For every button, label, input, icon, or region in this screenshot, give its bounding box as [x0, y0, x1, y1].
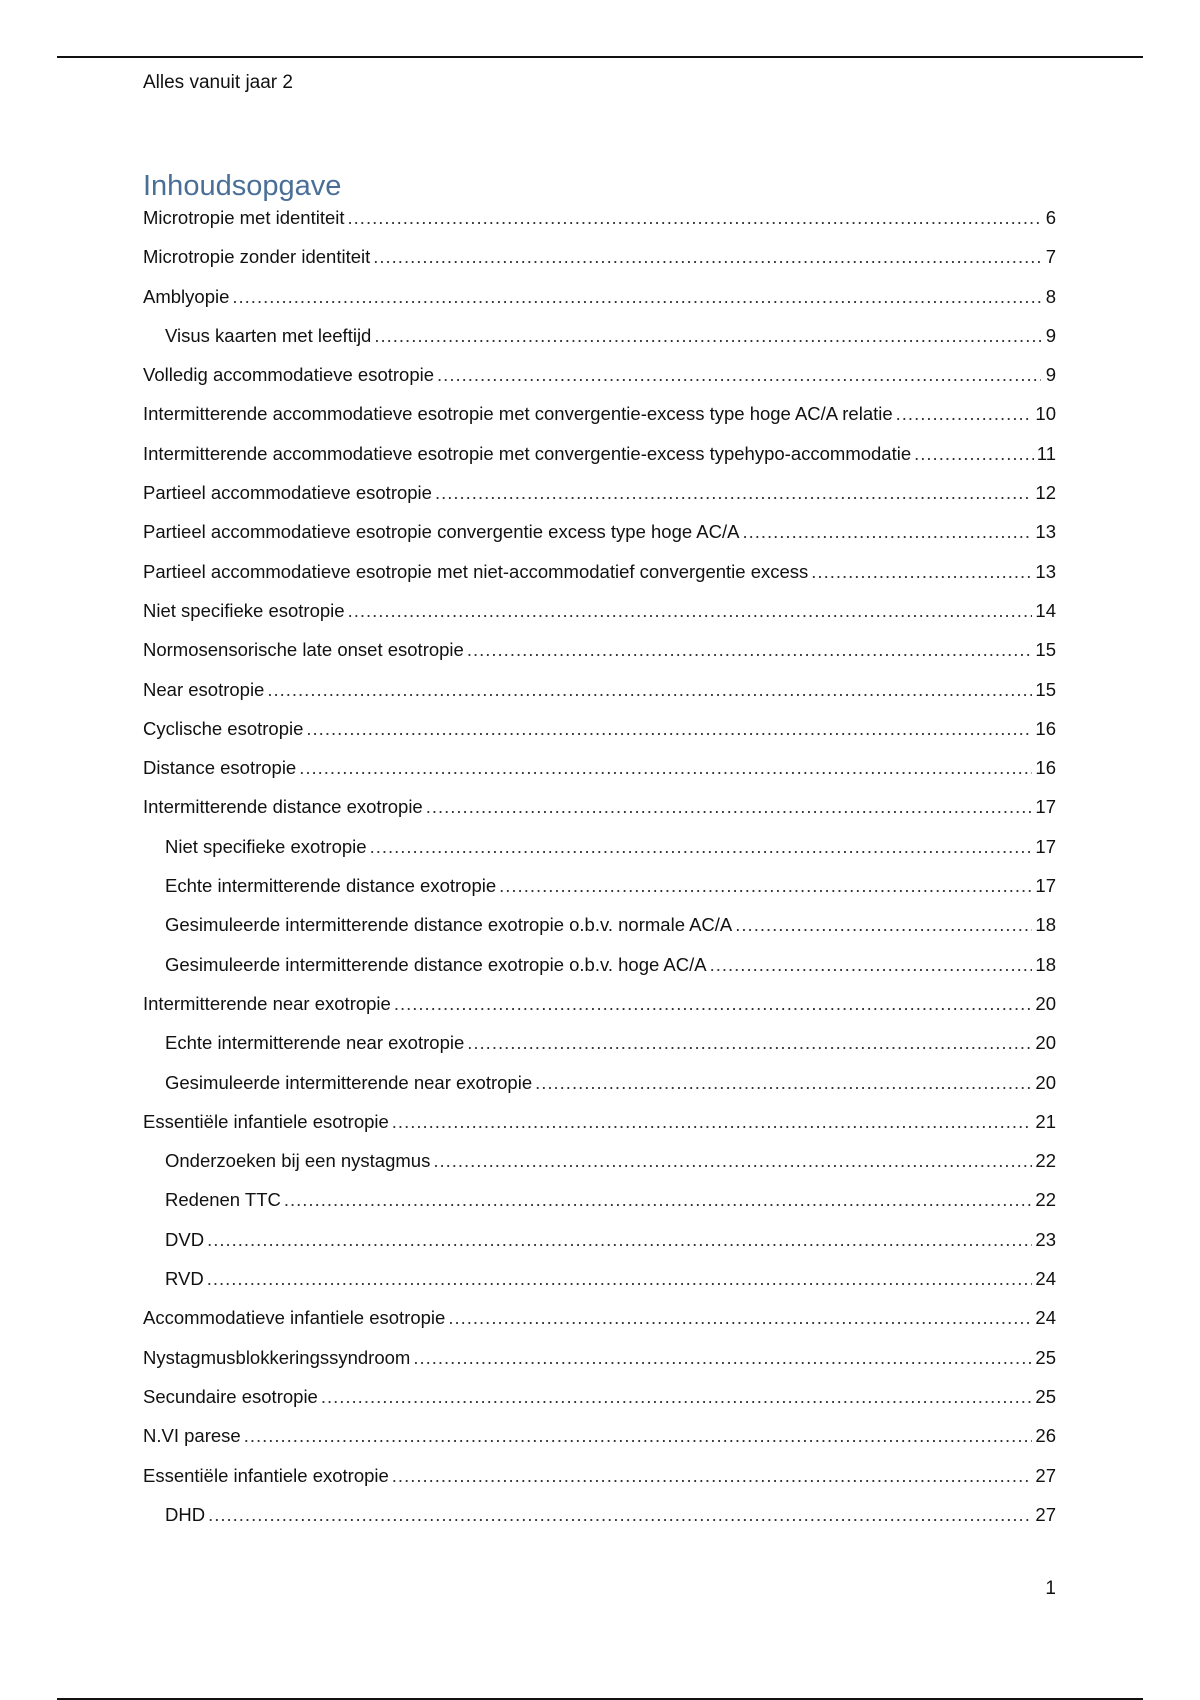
toc-entry[interactable] [143, 600, 1056, 639]
toc-entry-label: Partieel accommodatieve esotropie [143, 482, 432, 504]
toc-dot-leader [244, 1425, 1033, 1447]
toc-entry-label: Intermitterende near exotropie [143, 992, 391, 1014]
toc-dot-leader [232, 286, 1041, 308]
toc-dot-leader [499, 875, 1032, 897]
toc-dot-leader [321, 1386, 1033, 1408]
toc-entry-page: 15 [1035, 678, 1056, 700]
toc-entry[interactable] [143, 561, 1056, 600]
table-of-contents [143, 207, 1056, 1543]
toc-entry-page: 25 [1035, 1385, 1056, 1407]
toc-entry-label: Accommodatieve infantiele esotropie [143, 1307, 446, 1329]
toc-entry-label: Essentiële infantiele exotropie [143, 1464, 389, 1486]
toc-entry[interactable] [143, 914, 1056, 953]
toc-entry-label: Niet specifieke esotropie [143, 599, 345, 621]
toc-entry-page: 22 [1035, 1150, 1056, 1172]
toc-entry-label: Intermitterende accommodatieve esotropie met convergentie-excess type hoge AC/A relatie [143, 403, 893, 425]
toc-entry-page: 18 [1035, 953, 1056, 975]
header-rule [57, 56, 1143, 58]
toc-entry-label: Redenen TTC [165, 1189, 281, 1211]
toc-entry-label: Near esotropie [143, 678, 265, 700]
toc-title: Inhoudsopgave [143, 170, 342, 202]
toc-entry[interactable] [143, 1386, 1056, 1425]
toc-entry[interactable] [143, 836, 1056, 875]
toc-entry-label: N.VI parese [143, 1425, 241, 1447]
toc-entry-label: Normosensorische late onset esotropie [143, 639, 464, 661]
toc-entry-label: DVD [165, 1228, 205, 1250]
toc-entry[interactable] [143, 1229, 1056, 1268]
toc-entry[interactable] [143, 364, 1056, 403]
toc-dot-leader [467, 1032, 1032, 1054]
toc-entry[interactable] [143, 993, 1056, 1032]
toc-entry-page: 9 [1045, 364, 1056, 386]
toc-dot-leader [437, 364, 1041, 386]
toc-dot-leader [348, 600, 1033, 622]
toc-entry-page: 18 [1035, 914, 1056, 936]
toc-dot-leader [735, 914, 1032, 936]
toc-dot-leader [914, 443, 1034, 465]
toc-dot-leader [710, 954, 1033, 976]
toc-dot-leader [299, 757, 1032, 779]
toc-entry-page: 8 [1045, 285, 1056, 307]
toc-entry-page: 23 [1035, 1228, 1056, 1250]
toc-entry[interactable] [143, 403, 1056, 442]
toc-dot-leader [413, 1347, 1032, 1369]
toc-entry-label: Partieel accommodatieve esotropie met niet-accommodatief convergentie excess [143, 560, 809, 582]
document-header: Alles vanuit jaar 2 [143, 72, 293, 93]
toc-entry-page: 13 [1035, 560, 1056, 582]
toc-entry-page: 25 [1035, 1346, 1056, 1368]
toc-dot-leader [392, 1111, 1033, 1133]
toc-entry-label: Distance esotropie [143, 757, 297, 779]
toc-entry-label: DHD [165, 1503, 206, 1525]
toc-entry[interactable] [143, 443, 1056, 482]
toc-dot-leader [433, 1150, 1032, 1172]
toc-entry[interactable] [143, 679, 1056, 718]
toc-entry-label: RVD [165, 1268, 204, 1290]
toc-entry[interactable] [143, 875, 1056, 914]
toc-dot-leader [267, 679, 1032, 701]
toc-dot-leader [284, 1189, 1033, 1211]
toc-dot-leader [370, 836, 1033, 858]
toc-entry-page: 20 [1035, 992, 1056, 1014]
toc-entry-page: 27 [1035, 1503, 1056, 1525]
toc-entry-page: 24 [1035, 1307, 1056, 1329]
toc-dot-leader [394, 993, 1033, 1015]
toc-entry-label: Volledig accommodatieve esotropie [143, 364, 435, 386]
toc-entry[interactable] [143, 482, 1056, 521]
toc-entry[interactable] [143, 325, 1056, 364]
toc-dot-leader [811, 561, 1032, 583]
toc-entry-label: Nystagmusblokkeringssyndroom [143, 1346, 411, 1368]
toc-entry-page: 11 [1036, 442, 1056, 464]
toc-entry[interactable] [143, 1425, 1056, 1464]
toc-entry-label: Gesimuleerde intermitterende distance exotropie o.b.v. normale AC/A [165, 914, 733, 936]
toc-entry[interactable] [143, 1072, 1056, 1111]
toc-entry[interactable] [143, 1504, 1056, 1543]
toc-entry-label: Gesimuleerde intermitterende distance exotropie o.b.v. hoge AC/A [165, 953, 707, 975]
toc-entry[interactable] [143, 1465, 1056, 1504]
toc-dot-leader [348, 207, 1041, 229]
toc-dot-leader [426, 796, 1033, 818]
toc-entry-page: 24 [1035, 1268, 1056, 1290]
toc-entry[interactable] [143, 954, 1056, 993]
toc-entry-label: Gesimuleerde intermitterende near exotropie [165, 1071, 533, 1093]
toc-dot-leader [374, 325, 1041, 347]
toc-entry-label: Intermitterende accommodatieve esotropie met convergentie-excess typehypo-accommodatie [143, 442, 912, 464]
toc-entry[interactable] [143, 1032, 1056, 1071]
toc-entry-page: 10 [1035, 403, 1056, 425]
toc-entry-label: Visus kaarten met leeftijd [165, 324, 372, 346]
toc-entry-page: 12 [1035, 482, 1056, 504]
toc-entry-label: Secundaire esotropie [143, 1385, 318, 1407]
toc-entry[interactable] [143, 1189, 1056, 1228]
toc-dot-leader [448, 1307, 1032, 1329]
toc-entry-page: 20 [1035, 1071, 1056, 1093]
toc-entry[interactable] [143, 207, 1056, 246]
toc-entry-page: 15 [1035, 639, 1056, 661]
toc-entry-page: 16 [1035, 717, 1056, 739]
toc-entry[interactable] [143, 1150, 1056, 1189]
toc-entry-label: Onderzoeken bij een nystagmus [165, 1150, 431, 1172]
toc-entry[interactable] [143, 521, 1056, 560]
toc-entry-page: 22 [1035, 1189, 1056, 1211]
toc-entry-page: 9 [1045, 324, 1056, 346]
toc-entry-label: Microtropie zonder identiteit [143, 246, 371, 268]
toc-entry-label: Cyclische esotropie [143, 717, 304, 739]
toc-entry-page: 26 [1035, 1425, 1056, 1447]
toc-dot-leader [208, 1504, 1032, 1526]
toc-dot-leader [535, 1072, 1032, 1094]
toc-dot-leader [896, 403, 1033, 425]
page-number: 1 [1045, 1578, 1056, 1599]
toc-dot-leader [742, 521, 1032, 543]
toc-dot-leader [435, 482, 1032, 504]
toc-dot-leader [373, 246, 1041, 268]
toc-entry-label: Essentiële infantiele esotropie [143, 1110, 389, 1132]
toc-entry-page: 20 [1035, 1032, 1056, 1054]
toc-dot-leader [207, 1268, 1033, 1290]
toc-entry-label: Microtropie met identiteit [143, 207, 345, 228]
toc-entry[interactable] [143, 757, 1056, 796]
toc-entry-label: Amblyopie [143, 285, 230, 307]
toc-entry[interactable] [143, 1307, 1056, 1346]
toc-entry[interactable] [143, 639, 1056, 678]
toc-entry-label: Echte intermitterende distance exotropie [165, 875, 497, 897]
toc-dot-leader [392, 1465, 1033, 1487]
toc-dot-leader [207, 1229, 1032, 1251]
toc-dot-leader [467, 639, 1033, 661]
toc-entry-page: 21 [1035, 1110, 1056, 1132]
toc-entry-label: Echte intermitterende near exotropie [165, 1032, 465, 1054]
toc-entry-label: Niet specifieke exotropie [165, 835, 367, 857]
toc-entry[interactable] [143, 718, 1056, 757]
toc-entry[interactable] [143, 286, 1056, 325]
toc-entry[interactable] [143, 246, 1056, 285]
toc-entry[interactable] [143, 1268, 1056, 1307]
toc-entry-page: 6 [1045, 207, 1056, 228]
toc-dot-leader [306, 718, 1032, 740]
toc-entry-label: Partieel accommodatieve esotropie convergentie excess type hoge AC/A [143, 521, 740, 543]
toc-entry-page: 17 [1035, 835, 1056, 857]
toc-entry-label: Intermitterende distance exotropie [143, 796, 423, 818]
toc-entry-page: 14 [1035, 599, 1056, 621]
toc-entry-page: 17 [1035, 796, 1056, 818]
toc-entry-page: 7 [1045, 246, 1056, 268]
toc-entry[interactable] [143, 1111, 1056, 1150]
toc-entry-page: 16 [1035, 757, 1056, 779]
toc-entry-page: 13 [1035, 521, 1056, 543]
toc-entry-page: 27 [1035, 1464, 1056, 1486]
toc-entry[interactable] [143, 1347, 1056, 1386]
toc-entry[interactable] [143, 796, 1056, 835]
toc-entry-page: 17 [1035, 875, 1056, 897]
